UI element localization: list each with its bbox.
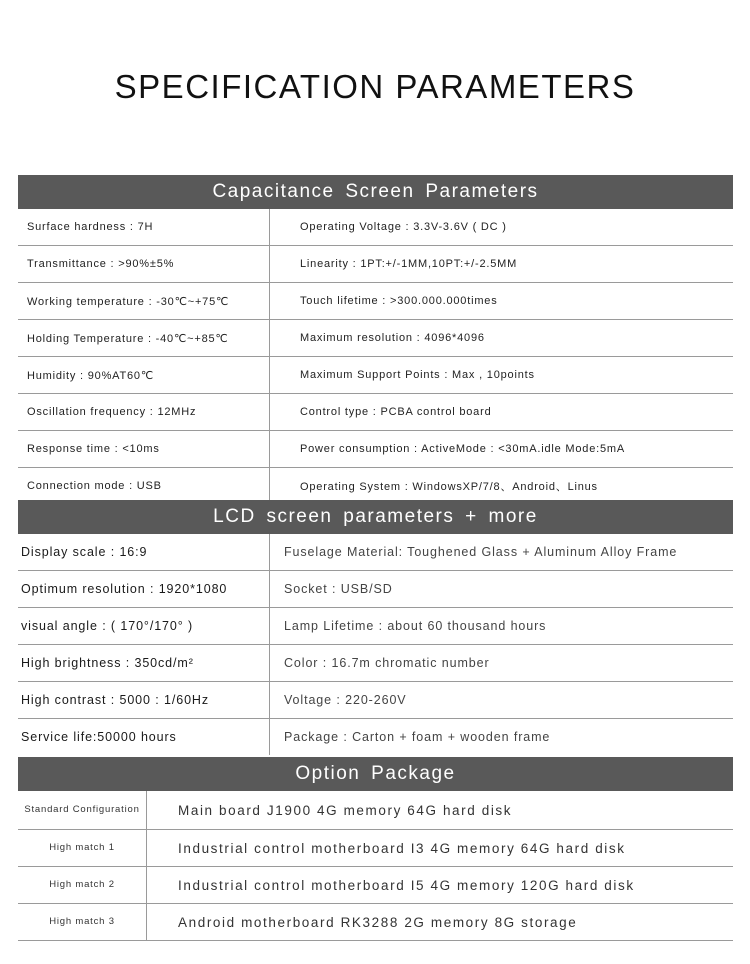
table-row <box>18 719 733 755</box>
param-left: Response time : <10ms <box>18 431 270 467</box>
page-title: SPECIFICATION PARAMETERS <box>114 68 636 105</box>
param-left: Surface hardness : 7H <box>18 209 270 245</box>
option-value: Main board J1900 4G memory 64G hard disk <box>178 802 513 818</box>
param-left: visual angle : ( 170°/170° ) <box>18 608 270 644</box>
option-value: Industrial control motherboard I5 4G memory 120G hard disk <box>178 877 635 893</box>
option-value: Industrial control motherboard I3 4G memory 64G hard disk <box>178 840 626 856</box>
param-right: Operating Voltage : 3.3V-3.6V ( DC ) <box>300 221 507 233</box>
param-right: Package : Carton + foam + wooden frame <box>284 730 551 744</box>
option-label: High match 3 <box>18 904 147 940</box>
param-right: Maximum resolution : 4096*4096 <box>300 332 485 344</box>
capacitance-table <box>18 209 733 504</box>
param-left: Humidity : 90%AT60℃ <box>18 357 270 393</box>
param-right: Touch lifetime : >300.000.000times <box>300 295 498 307</box>
param-right: Maximum Support Points : Max , 10points <box>300 369 535 381</box>
capacitance-section <box>18 175 733 504</box>
param-left: Service life:50000 hours <box>18 719 270 755</box>
table-row <box>18 468 733 504</box>
table-row <box>18 246 733 283</box>
param-right: Fuselage Material: Toughened Glass + Aluminum Alloy Frame <box>284 545 678 559</box>
lcd-section <box>18 500 733 755</box>
param-left: Connection mode : USB <box>18 468 270 504</box>
table-row <box>18 867 733 904</box>
param-right: Voltage : 220-260V <box>284 693 407 707</box>
table-row <box>18 791 733 830</box>
param-left: High contrast : 5000 : 1/60Hz <box>18 682 270 718</box>
param-left: Transmittance : >90%±5% <box>18 246 270 282</box>
table-row <box>18 320 733 357</box>
param-left: High brightness : 350cd/m² <box>18 645 270 681</box>
table-row <box>18 682 733 719</box>
table-row <box>18 534 733 571</box>
param-right: Linearity : 1PT:+/-1MM,10PT:+/-2.5MM <box>300 258 518 270</box>
option-value: Android motherboard RK3288 2G memory 8G storage <box>178 914 578 930</box>
option-label: High match 1 <box>18 830 147 866</box>
table-row <box>18 357 733 394</box>
table-row <box>18 645 733 682</box>
param-right: Control type : PCBA control board <box>300 406 492 418</box>
option-section <box>18 757 733 941</box>
lcd-heading: LCD screen parameters + more <box>18 500 733 534</box>
param-right: Lamp Lifetime : about 60 thousand hours <box>284 619 547 633</box>
table-row <box>18 283 733 320</box>
param-left: Oscillation frequency : 12MHz <box>18 394 270 430</box>
option-label: Standard Configuration <box>18 791 147 829</box>
table-row <box>18 431 733 468</box>
table-row <box>18 571 733 608</box>
lcd-table <box>18 534 733 755</box>
table-row <box>18 394 733 431</box>
param-right: Color : 16.7m chromatic number <box>284 656 490 670</box>
option-heading: Option Package <box>18 757 733 791</box>
table-row <box>18 830 733 867</box>
param-right: Power consumption : ActiveMode : <30mA.idle Mode:5mA <box>300 443 625 455</box>
param-left: Display scale : 16:9 <box>18 534 270 570</box>
table-row <box>18 209 733 246</box>
option-label: High match 2 <box>18 867 147 903</box>
param-right: Socket : USB/SD <box>284 582 393 596</box>
table-row <box>18 904 733 940</box>
param-left: Working temperature : -30℃~+75℃ <box>18 283 270 319</box>
capacitance-heading: Capacitance Screen Parameters <box>18 175 733 209</box>
param-right: Operating System : WindowsXP/7/8、Android、Linus <box>300 481 598 493</box>
option-table <box>18 791 733 941</box>
param-left: Optimum resolution : 1920*1080 <box>18 571 270 607</box>
table-row <box>18 608 733 645</box>
param-left: Holding Temperature : -40℃~+85℃ <box>18 320 270 356</box>
